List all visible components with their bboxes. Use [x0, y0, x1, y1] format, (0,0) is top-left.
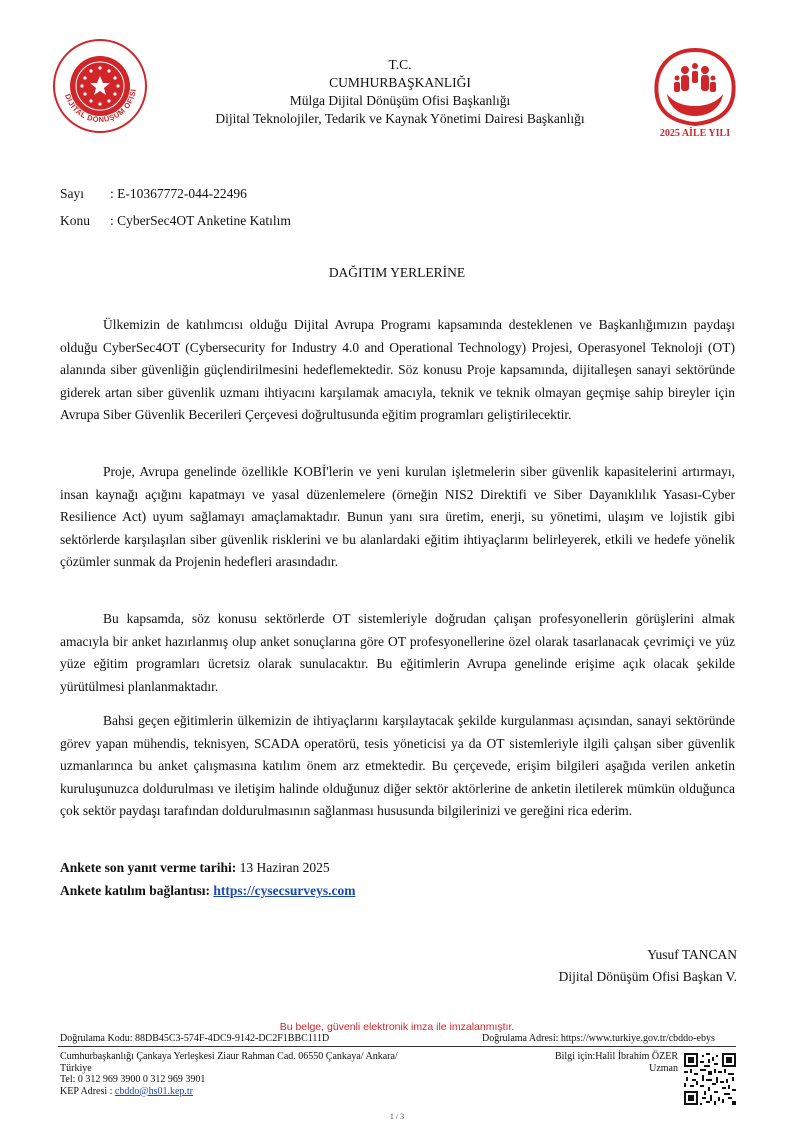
letterhead [150, 56, 650, 128]
konu-label: Konu [60, 213, 90, 228]
body-paragraph-2: Proje, Avrupa genelinde özellikle KOBİ'lerin ve yeni kurulan işletmelerin siber güvenlik kapasitelerini artırmayı, insan kaynağı açığını kapatmayı ve yasal düzenlemelere (örneğin NIS2 Direktifi ve Siber Dayanıklılık Yasası-Cyber Resilience Act) uyum sağlamayı amaçlamaktadır. Bunun yanı sıra üretim, enerji, su yönetimi, ulaşım ve lojistik gibi sektörlerde karşılaşılan siber güvenlik risklerini ve bu alanlardaki eğitim ihtiyaçlarını belirleyerek, etkili ve hedefe yönelik çözümler sunmak da Projenin hedefleri arasındadır. [60, 464, 735, 570]
header-department: Dijital Teknolojiler, Tedarik ve Kaynak Yönetimi Dairesi Başkanlığı [215, 111, 585, 126]
sayi-label: Sayı [60, 186, 85, 201]
kep-label: KEP Adresi : [60, 1085, 115, 1097]
esign-notice: Bu belge, güvenli elektronik imza ile imzalanmıştır. [279, 1021, 515, 1033]
qr-code-icon [684, 1053, 736, 1105]
svg-text:2025 AİLE YILI: 2025 AİLE YILI [659, 128, 731, 139]
konu-value: : CyberSec4OT Anketine Katılım [110, 213, 291, 228]
contact-address [60, 1051, 480, 1097]
verification-code: Doğrulama Kodu: 88DB45C3-574F-4DC9-9142-DC2F1BBC111D [60, 1033, 330, 1044]
kep-email-link[interactable]: cbddo@hs01.kep.tr [114, 1085, 194, 1097]
signatory-title: Dijital Dönüşüm Ofisi Başkan V. [558, 969, 737, 984]
address-line-1: Cumhurbaşkanlığı Çankaya Yerleşkesi Ziaur Rahman Cad. 06550 Çankaya/ Ankara/ [60, 1051, 398, 1062]
subject [60, 213, 291, 229]
body-paragraph-1: Ülkemizin de katılımcısı olduğu Dijital Avrupa Programı kapsamında desteklenen ve Başkanlığımızın paydaşı olduğu CyberSec4OT (Cybersecurity for Industry 4.0 and Operational Technology) Projesi, Operasyonel Teknoloji (OT) alanında siber güvenliğin güçlendirilmesini hedeflemektedir. Söz konusu Proje kapsamında, dijitalleşen sanayi sektöründe giderek artan siber güvenlik uzmanı ihtiyacını karşılamak amacıyla, teknik ve teknik olmayan geçmişe sahip bireyler için Avrupa Siber Güvenlik Becerileri Çerçevesi doğrultusunda eğitim programları geliştirilecektir. [60, 317, 735, 423]
footer-divider-top [58, 1046, 736, 1047]
header-presidency: CUMHURBAŞKANLIĞI [329, 75, 471, 90]
distribution-title: DAĞITIM YERLERİNE [328, 265, 466, 280]
survey-link[interactable]: https://cysecsurveys.com [213, 883, 356, 898]
phone-numbers: Tel: 0 312 969 3900 0 312 969 3901 [60, 1074, 206, 1085]
address-line-2: Türkiye [60, 1062, 92, 1074]
verification-address: Doğrulama Adresi: https://www.turkiye.gov.tr/cbddo-ebys [482, 1033, 715, 1044]
dijital-donusum-ofisi-logo [52, 38, 148, 134]
svg-text:DİJİTAL DÖNÜŞÜM OFİSİ: DİJİTAL DÖNÜŞÜM OFİSİ [63, 88, 138, 125]
survey-link-line [60, 883, 356, 899]
survey-link-label: Ankete katılım bağlantısı: [60, 883, 211, 898]
signature-block [559, 944, 737, 988]
body-paragraph-4: Bahsi geçen eğitimlerin ülkemizin de ihtiyaçlarını karşılaytacak şekilde kurgulanması açısından, sanayi sektöründe görev yapan mühendis, teknisyen, SCADA operatörü, tesis yöneticisi ya da OT sistemleriyle ilgili çalışan siber güvenlik uzmanlarınca bu anket çalışmasına katılım önem arz etmektedir. Bu çerçevede, erişim bilgileri aşağıda verilen anketin kuruluşunuzca doldurulması ve iletişim halinde olduğunuz diğer sektör aktörlerine de anketin iletilerek mümkün olduğunca çok sektör paydaşı tarafından doldurulmasının sağlanması hususunda bilgilerinizi ve gereğini rica ederim. [60, 713, 735, 819]
page-number: 1 / 3 [389, 1112, 405, 1121]
sayi-value: : E-10367772-044-22496 [110, 186, 247, 201]
header-office: Mülga Dijital Dönüşüm Ofisi Başkanlığı [289, 93, 511, 108]
deadline-value: 13 Haziran 2025 [236, 860, 330, 875]
body-paragraph-3: Bu kapsamda, söz konusu sektörlerde OT sistemleriyle doğrudan çalışan profesyonellerin görüşlerini almak amacıyla bir anket hazırlanmış olup anket sonuçlarına göre OT profesyonellerine özel olarak tasarlanacak çevrimiçi ve yüz yüze eğitim programları ücretsiz olarak sunulacaktır. Bu eğitimlerin Avrupa genelinde erişime açık olacak şekilde yürütülmesi planlanmaktadır. [60, 611, 735, 694]
header-tc: T.C. [388, 57, 412, 72]
deadline-label: Ankete son yanıt verme tarihi: [60, 860, 237, 875]
info-person: Bilgi için:Halil İbrahim ÖZER [554, 1051, 678, 1062]
reference-number [60, 186, 247, 202]
aile-yili-logo [647, 44, 743, 140]
kep-address-line [60, 1086, 480, 1098]
deadline-line [60, 860, 330, 876]
info-person-title: Uzman [649, 1062, 678, 1074]
info-contact [490, 1051, 678, 1074]
signatory-name: Yusuf TANCAN [647, 947, 737, 962]
